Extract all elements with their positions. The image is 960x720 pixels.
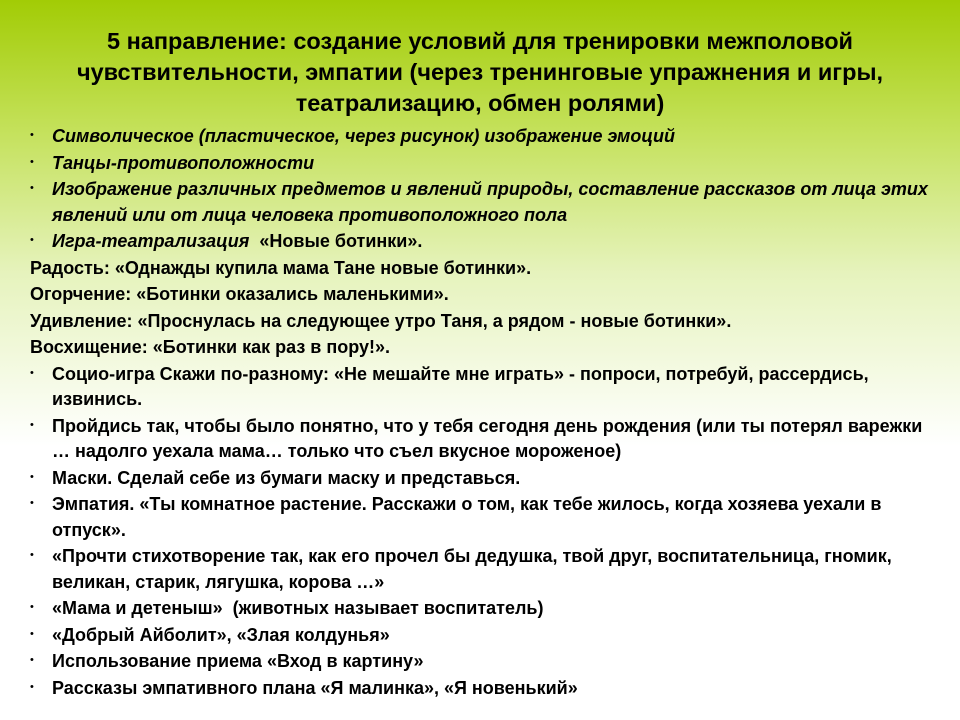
- list-item-text: «Мама и детеныш» (животных называет воспитатель): [52, 598, 544, 618]
- list-item: [30, 229, 942, 255]
- list-item-text: «Прочти стихотворение так, как его прочел бы дедушка, твой друг, воспитательница, гномик, великан, старик, лягушка, корова …»: [52, 546, 892, 592]
- game-title: Игра-театрализация: [52, 231, 250, 251]
- list-item: [30, 124, 942, 150]
- bullet-icon: •: [30, 654, 34, 666]
- bullet-icon: •: [30, 497, 34, 509]
- list-item-text: [52, 229, 942, 255]
- list-item-text: «Добрый Айболит», «Злая колдунья»: [52, 624, 390, 645]
- bullet-icon: •: [30, 182, 34, 194]
- list-item: [30, 649, 942, 675]
- list-item: [30, 492, 942, 543]
- bullet-icon: •: [30, 601, 34, 613]
- list-item: [30, 676, 942, 702]
- list-item-text: Рассказы эмпативного плана «Я малинка», «Я новенький»: [52, 677, 578, 698]
- bullet-icon: •: [30, 549, 34, 561]
- list-item-text: Танцы-противоположности: [52, 152, 315, 173]
- list-item-text: Пройдись так, чтобы было понятно, что у тебя сегодня день рождения (или ты потерял варежки … надолго уехала мама… только что съел вкусное мороженое): [52, 415, 923, 461]
- list-item: [30, 544, 942, 595]
- bullet-icon: •: [30, 470, 34, 483]
- list-item-text: Маски. Сделай себе из бумаги маску и представься.: [52, 467, 521, 488]
- list-item: [30, 596, 942, 622]
- slide-content: [30, 124, 942, 702]
- list-item: [30, 414, 942, 465]
- list-item-text: Изображение различных предметов и явлений природы, составление рассказов от лица этих явлений или от лица человека противоположного пола: [52, 179, 928, 225]
- paragraph: Огорчение: «Ботинки оказались маленькими».: [30, 284, 449, 304]
- paragraph: Удивление: «Проснулась на следующее утро Таня, а рядом - новые ботинки».: [30, 310, 732, 331]
- bullet-icon: •: [30, 234, 34, 246]
- list-item: [30, 623, 942, 649]
- list-item: [30, 177, 942, 228]
- list-item: [30, 466, 942, 492]
- paragraph: Радость: «Однажды купила мама Тане новые ботинки».: [30, 257, 532, 278]
- list-item-text: Использование приема «Вход в картину»: [52, 651, 424, 671]
- list-item: [30, 362, 942, 413]
- game-name: «Новые ботинки».: [249, 231, 423, 251]
- bullet-icon: •: [30, 129, 34, 141]
- bullet-icon: •: [30, 680, 34, 693]
- list-item: [30, 151, 942, 177]
- list-item-text: Эмпатия. «Ты комнатное растение. Расскажи о том, как тебе жилось, когда хозяева уехали в отпуск».: [52, 494, 882, 540]
- bullet-icon: •: [30, 418, 34, 431]
- list-item-text: Социо-игра Скажи по-разному: «Не мешайте мне играть» - попроси, потребуй, рассердись, извинись.: [52, 363, 869, 409]
- slide-title: 5 направление: создание условий для тренировки межполовой чувствительности, эмпатии (через тренинговые упражнения и игры, театрализацию, обмен ролями): [76, 28, 884, 116]
- bullet-icon: •: [30, 366, 34, 379]
- list-item-text: Символическое (пластическое, через рисунок) изображение эмоций: [52, 126, 675, 146]
- paragraph: Восхищение: «Ботинки как раз в пору!».: [30, 337, 390, 357]
- bullet-icon: •: [30, 155, 34, 168]
- bullet-icon: •: [30, 627, 34, 640]
